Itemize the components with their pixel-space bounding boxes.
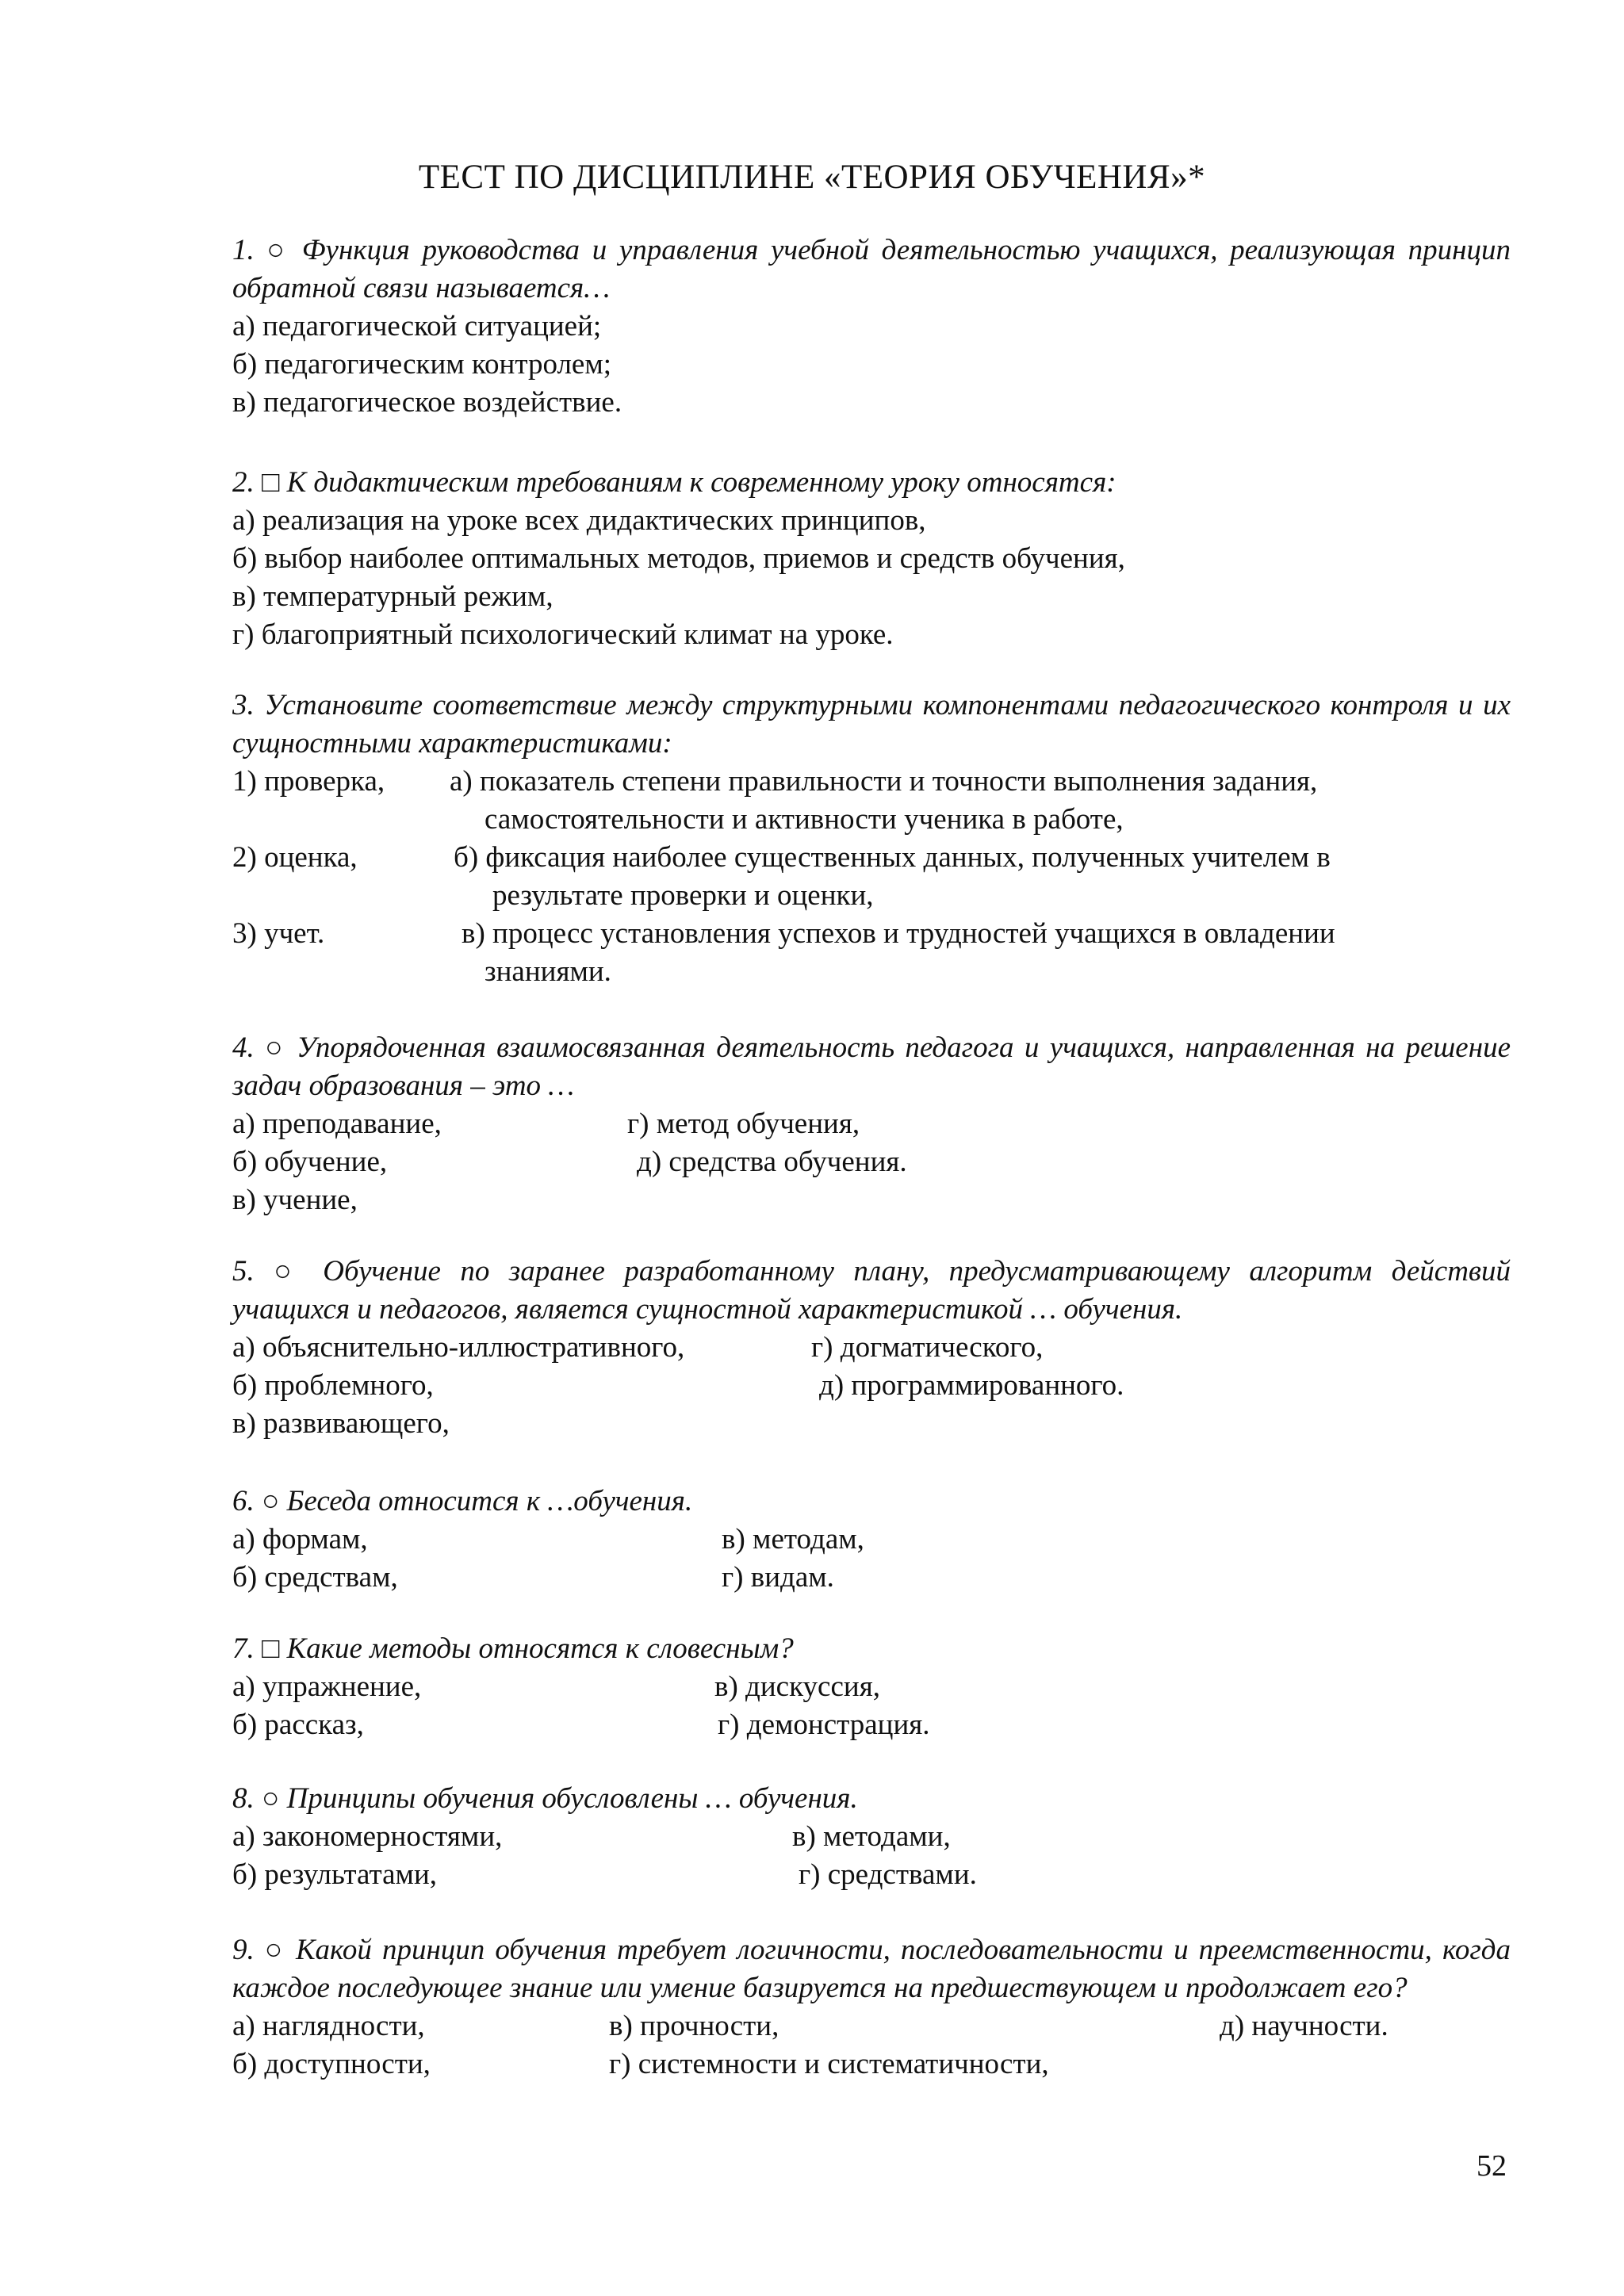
option: г) средствами. [799, 1858, 977, 1891]
option: а) формам, [232, 1523, 368, 1556]
option: в) дискуссия, [714, 1670, 880, 1703]
option: в) учение, [232, 1184, 358, 1216]
option: г) системности и систематичности, [609, 2048, 1049, 2080]
question-text: 2. □ К дидактическим требованиям к современному уроку относятся: [232, 466, 1116, 499]
page-number: 52 [1477, 2149, 1507, 2183]
question-text: 4. ○ Упорядоченная взаимосвязанная деятельность педагога и учащихся, направленная на решение задач образования – это … [232, 1031, 1511, 1102]
question-text: 6. ○ Беседа относится к …обучения. [232, 1485, 693, 1517]
match-right: б) фиксация наиболее существенных данных, полученных учителем в [454, 841, 1331, 874]
question-text: 1. ○ Функция руководства и управления учебной деятельностью учащихся, реализующая принцип обратной связи называется… [232, 234, 1511, 304]
match-left: 2) оценка, [232, 841, 358, 874]
option: а) преподавание, [232, 1108, 442, 1140]
option: б) средствам, [232, 1561, 398, 1594]
option: г) метод обучения, [627, 1108, 860, 1140]
option: в) методам, [722, 1523, 864, 1556]
match-right-continued: самостоятельности и активности ученика в работе, [485, 803, 1124, 836]
option: г) демонстрация. [718, 1709, 930, 1741]
question-text: 8. ○ Принципы обучения обусловлены … обучения. [232, 1782, 858, 1815]
question-5 [232, 1253, 1511, 1443]
option: в) методами, [792, 1820, 951, 1853]
option: д) средства обучения. [637, 1146, 907, 1178]
option: а) упражнение, [232, 1670, 422, 1703]
option: г) благоприятный психологический климат на уроке. [232, 618, 894, 651]
question-8 [232, 1780, 1511, 1894]
option: д) программированного. [819, 1369, 1124, 1402]
match-right: в) процесс установления успехов и трудностей учащихся в овладении [462, 917, 1335, 950]
match-left: 3) учет. [232, 917, 325, 950]
option: б) доступности, [232, 2048, 431, 2080]
question-text: 3. Установите соответствие между структурными компонентами педагогического контроля и их сущностными характеристиками: [232, 689, 1511, 760]
option: б) выбор наиболее оптимальных методов, приемов и средств обучения, [232, 542, 1125, 575]
option: б) результатами, [232, 1858, 438, 1891]
match-left: 1) проверка, [232, 765, 385, 798]
option: б) проблемного, [232, 1369, 434, 1402]
question-3 [232, 687, 1511, 991]
question-6 [232, 1483, 1511, 1597]
option: б) рассказ, [232, 1709, 364, 1741]
option: в) прочности, [609, 2010, 779, 2042]
question-text: 9. ○ Какой принцип обучения требует логичности, последовательности и преемственности, когда каждое последующее знание или умение базируется на предшествующем и продолжает его? [232, 1934, 1511, 2004]
match-right: а) показатель степени правильности и точности выполнения задания, [450, 765, 1318, 798]
question-7 [232, 1630, 1511, 1744]
option: г) видам. [722, 1561, 834, 1594]
option: в) педагогическое воздействие. [232, 386, 622, 419]
option: д) научности. [1220, 2010, 1388, 2042]
option: в) развивающего, [232, 1407, 450, 1440]
option: а) наглядности, [232, 2010, 425, 2042]
match-right-continued: результате проверки и оценки, [492, 879, 874, 912]
option: г) догматического, [811, 1331, 1044, 1364]
question-2 [232, 464, 1511, 654]
option: а) объяснительно-иллюстративного, [232, 1331, 685, 1364]
question-text: 5. ○ Обучение по заранее разработанному плану, предусматривающему алгоритм действий учащихся и педагогов, является сущностной характеристикой … обучения. [232, 1255, 1511, 1326]
page-title: ТЕСТ ПО ДИСЦИПЛИНЕ «ТЕОРИЯ ОБУЧЕНИЯ»* [418, 159, 1206, 196]
match-right-continued: знаниями. [485, 955, 611, 988]
option: б) обучение, [232, 1146, 388, 1178]
option: б) педагогическим контролем; [232, 348, 612, 381]
question-9 [232, 1931, 1511, 2084]
question-1 [232, 232, 1511, 422]
option: а) педагогической ситуацией; [232, 310, 602, 342]
question-4 [232, 1029, 1511, 1219]
question-text: 7. □ Какие методы относятся к словесным? [232, 1632, 794, 1665]
option: а) реализация на уроке всех дидактических принципов, [232, 504, 926, 537]
option: в) температурный режим, [232, 580, 553, 613]
option: а) закономерностями, [232, 1820, 503, 1853]
